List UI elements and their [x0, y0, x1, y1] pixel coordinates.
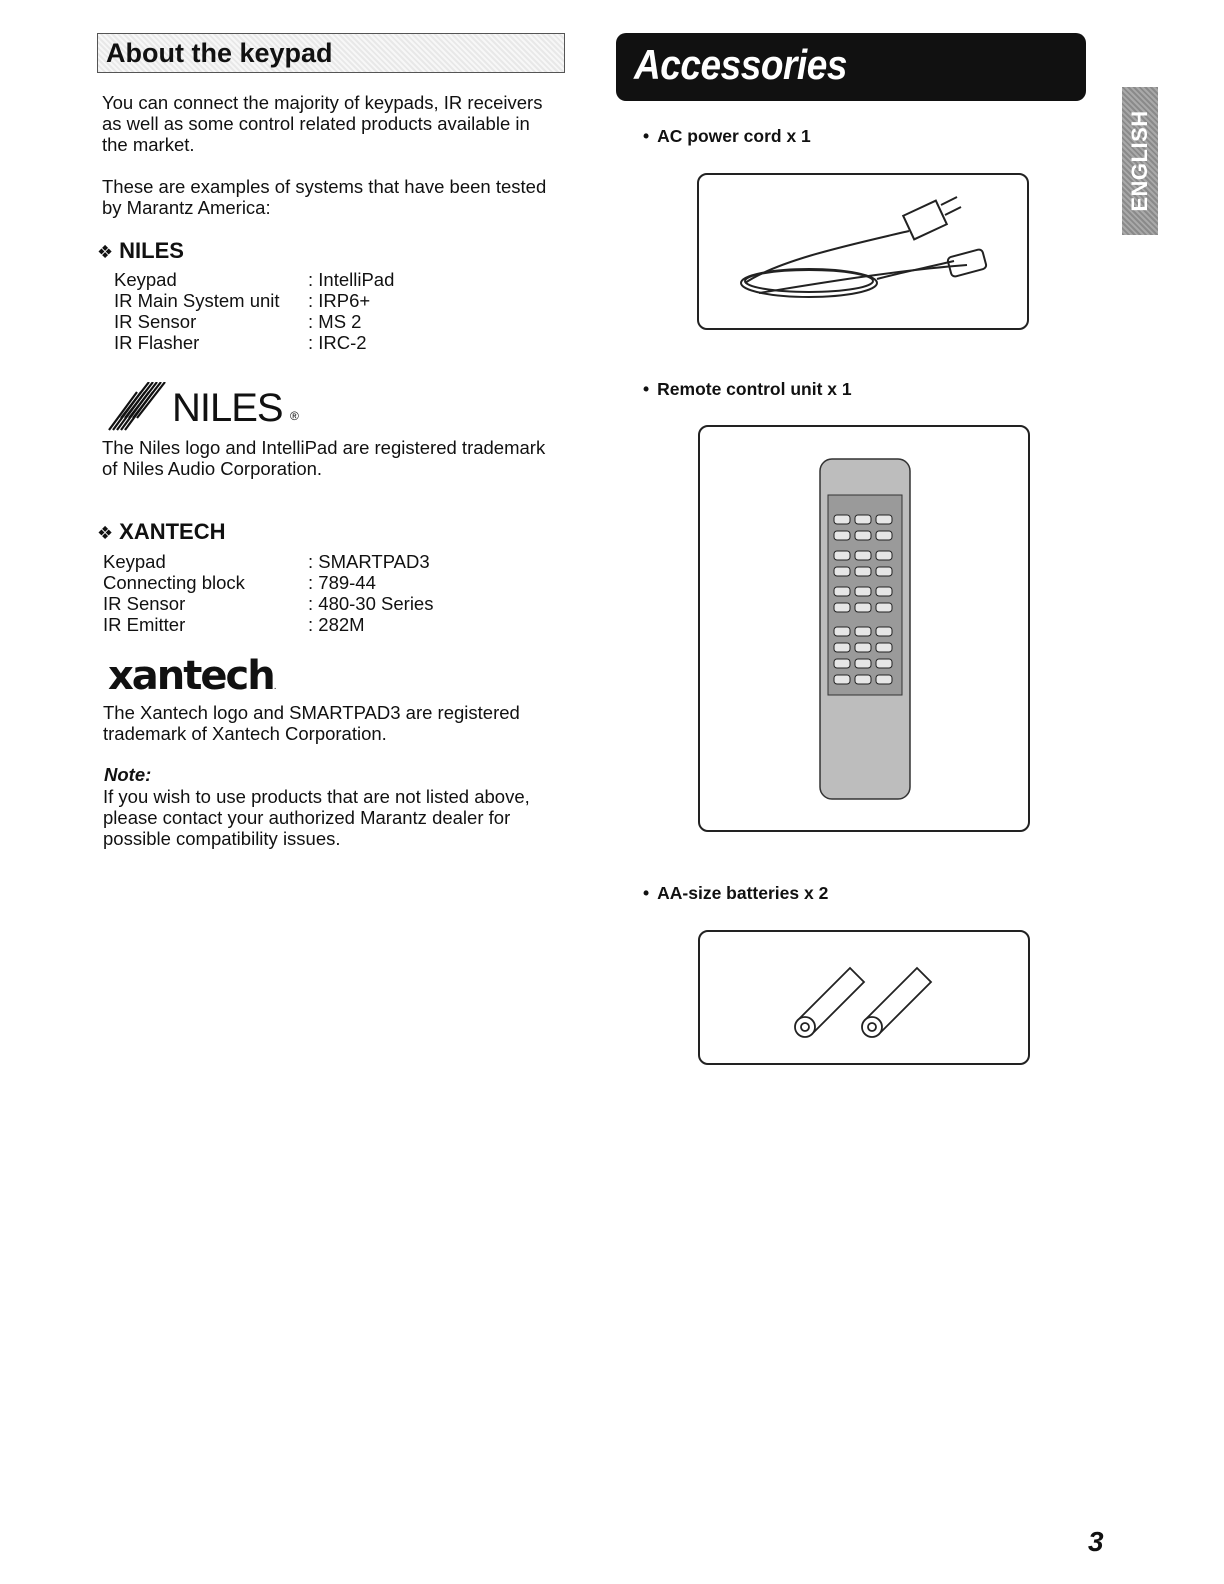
spec-label: Connecting block — [103, 572, 245, 593]
spec-row — [114, 290, 514, 311]
spec-label: Keypad — [114, 269, 177, 290]
spec-value: : 282M — [308, 614, 365, 635]
xantech-logo-text: xantech — [108, 653, 274, 699]
spec-row — [114, 332, 514, 353]
diamond-bullet-icon: ❖ — [97, 242, 114, 262]
spec-row — [114, 269, 514, 290]
niles-heading-text: NILES — [119, 238, 184, 263]
xantech-heading-text: XANTECH — [119, 519, 226, 544]
spec-row — [103, 614, 503, 635]
tested-line: by Marantz America: — [102, 197, 271, 218]
accessory-label: AC power cord x 1 — [657, 126, 811, 146]
spec-value: : 789-44 — [308, 572, 376, 593]
registered-mark: ® — [290, 409, 299, 423]
remote-illustration-box — [698, 425, 1030, 832]
intro-line: You can connect the majority of keypads, IR receivers — [102, 92, 543, 113]
note-line: possible compatibility issues. — [103, 828, 341, 849]
batteries-icon — [700, 932, 1028, 1063]
xantech-trademark — [103, 702, 520, 744]
niles-stripes-icon — [107, 382, 169, 432]
spec-label: IR Sensor — [114, 311, 197, 332]
spec-value: : MS 2 — [308, 311, 362, 332]
registered-mark: . — [273, 681, 277, 692]
language-tab — [1122, 87, 1158, 235]
bullet-icon: • — [643, 379, 650, 399]
note-line: If you wish to use products that are not listed above, — [103, 786, 530, 807]
tested-paragraph — [102, 176, 546, 218]
batteries-illustration-box — [698, 930, 1030, 1065]
accessory-label: AA-size batteries x 2 — [657, 883, 829, 903]
niles-trademark — [102, 437, 545, 479]
spec-row — [103, 572, 503, 593]
spec-row — [114, 311, 514, 332]
note-text — [103, 786, 530, 849]
about-keypad-heading: About the keypad — [97, 33, 565, 73]
spec-value: : IRP6+ — [308, 290, 371, 311]
spec-label: IR Sensor — [103, 593, 186, 614]
trademark-line: of Niles Audio Corporation. — [102, 458, 323, 479]
accessory-label: Remote control unit x 1 — [657, 379, 852, 399]
intro-line: as well as some control related products available in — [102, 113, 530, 134]
spec-value: : SMARTPAD3 — [308, 551, 430, 572]
xantech-logo — [108, 653, 277, 703]
accessories-banner — [616, 33, 1086, 101]
spec-label: IR Flasher — [114, 332, 200, 353]
spec-value: : IntelliPad — [308, 269, 395, 290]
bullet-icon: • — [643, 126, 650, 146]
trademark-line: trademark of Xantech Corporation. — [103, 723, 387, 744]
spec-value: : 480-30 Series — [308, 593, 434, 614]
xantech-spec-list — [103, 551, 503, 635]
niles-spec-list — [114, 269, 514, 353]
remote-control-icon — [700, 427, 1028, 830]
power-cord-icon — [699, 175, 1027, 328]
language-tab-label: ENGLISH — [1127, 110, 1152, 212]
spec-value: : IRC-2 — [308, 332, 367, 353]
trademark-line: The Xantech logo and SMARTPAD3 are registered — [103, 702, 520, 723]
spec-label: Keypad — [103, 551, 166, 572]
diamond-bullet-icon: ❖ — [97, 523, 114, 543]
power-cord-illustration-box — [697, 173, 1029, 330]
spec-label: IR Main System unit — [114, 290, 280, 311]
spec-row — [103, 551, 503, 572]
trademark-line: The Niles logo and IntelliPad are registered trademark — [102, 437, 546, 458]
niles-logo-text: NILES — [172, 386, 283, 430]
accessory-item-batteries — [643, 883, 828, 904]
accessory-item-remote — [643, 379, 852, 400]
accessory-item-power-cord — [643, 126, 811, 147]
accessories-title: Accessories — [634, 41, 847, 88]
page-number: 3 — [1088, 1526, 1104, 1557]
intro-line: the market. — [102, 134, 195, 155]
bullet-icon: • — [643, 883, 650, 903]
note-line: please contact your authorized Marantz dealer for — [103, 807, 511, 828]
tested-line: These are examples of systems that have been tested — [102, 176, 547, 197]
spec-label: IR Emitter — [103, 614, 186, 635]
intro-paragraph — [102, 92, 542, 155]
xantech-heading — [97, 519, 225, 545]
niles-heading — [97, 238, 184, 264]
niles-logo — [107, 382, 317, 432]
note-label: Note: — [104, 764, 152, 785]
spec-row — [103, 593, 503, 614]
